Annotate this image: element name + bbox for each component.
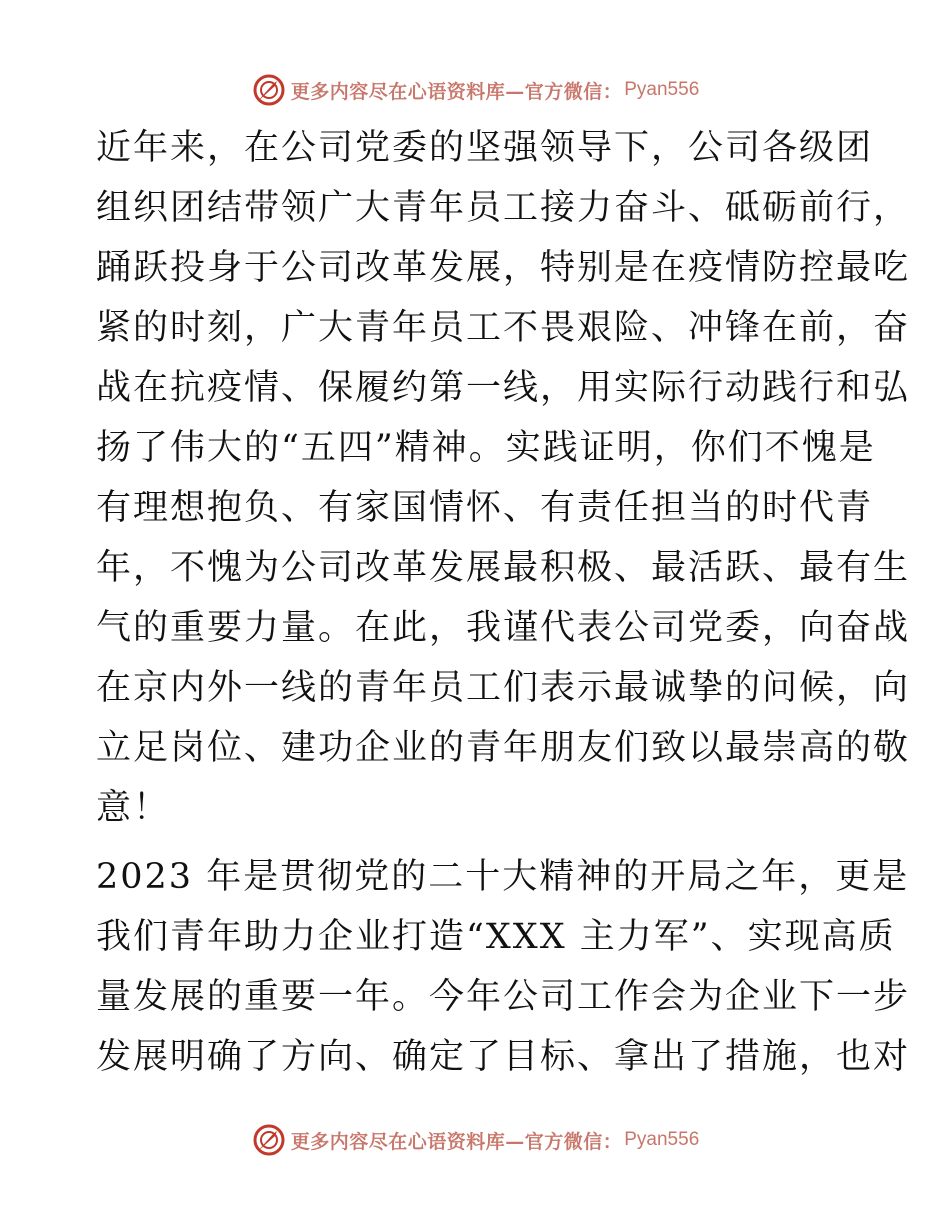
text-line: 近年来，在公司党委的坚强领导下，公司各级团	[96, 128, 874, 168]
text-line: 组织团结带领广大青年员工接力奋斗、砥砺前行，	[96, 188, 911, 228]
banner-text: 更多内容尽在心语资料库—官方微信：	[290, 1130, 623, 1153]
text-line: 2023 年是贯彻党的二十大精神的开局之年，更是	[96, 857, 910, 897]
text-line: 量发展的重要一年。今年公司工作会为企业下一步	[96, 977, 911, 1017]
text-line: 扬了伟大的“五四”精神。实践证明，你们不愧是	[96, 428, 876, 468]
text-line: 意！	[96, 788, 171, 828]
text-line: 有理想抱负、有家国情怀、有责任担当的时代青	[96, 488, 874, 528]
paragraph-1	[96, 118, 911, 838]
logo-icon	[251, 72, 287, 108]
footer-banner	[0, 1120, 950, 1160]
text-line: 发展明确了方向、确定了目标、拿出了措施，也对	[96, 1037, 911, 1077]
text-line: 在京内外一线的青年员工们表示最诚挚的问候，向	[96, 668, 911, 708]
wechat-id: Pyan556	[624, 1129, 700, 1150]
text-line: 我们青年助力企业打造“XXX 主力军”、实现高质	[96, 917, 896, 957]
logo-icon	[251, 1122, 287, 1158]
text-line: 踊跃投身于公司改革发展，特别是在疫情防控最吃	[96, 248, 911, 288]
wechat-id: Pyan556	[624, 79, 700, 100]
text-line: 气的重要力量。在此，我谨代表公司党委，向奋战	[96, 608, 911, 648]
paragraph-2	[96, 847, 911, 1087]
text-line: 立足岗位、建功企业的青年朋友们致以最崇高的敬	[96, 728, 911, 768]
text-line: 年，不愧为公司改革发展最积极、最活跃、最有生	[96, 548, 911, 588]
banner-text: 更多内容尽在心语资料库—官方微信：	[290, 80, 623, 103]
header-banner	[0, 70, 950, 110]
text-line: 战在抗疫情、保履约第一线，用实际行动践行和弘	[96, 368, 911, 408]
document-body	[96, 118, 911, 1087]
text-line: 紧的时刻，广大青年员工不畏艰险、冲锋在前，奋	[96, 308, 911, 348]
